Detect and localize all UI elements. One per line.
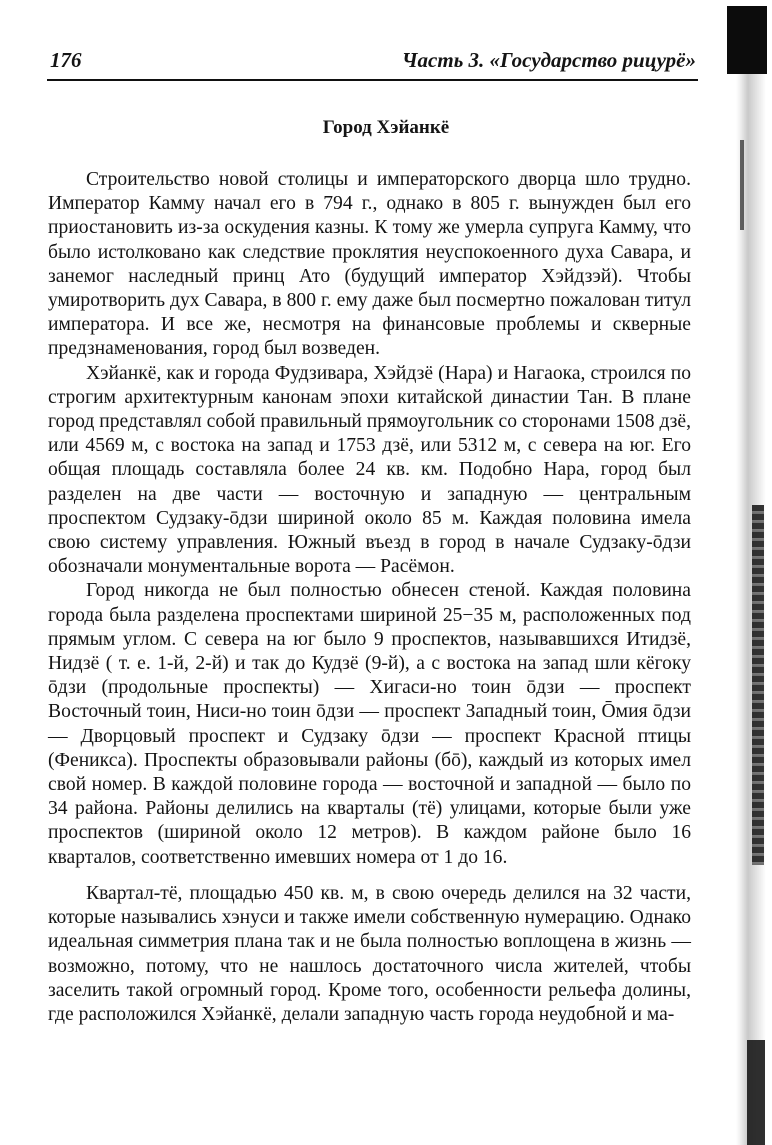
paragraph: Квартал-тё, площадью 450 кв. м, в свою очередь делился на 32 части, которые назывались хэнуси и также имели собственную нумерацию. Однако идеальная симметрия плана так и не была полностью воплощена в жизнь — возможно, потому, что не нашлось достаточного числа жителей, чтобы заселить такой огромный город. Кроме того, особенности рельефа долины, где расположился Хэйанкё, делали западную часть города неудобной и ма- [48,882,691,1025]
paragraph: Город никогда не был полностью обнесен стеной. Каждая половина города была разделена проспектами шириной 25−35 м, расположенных под прямым углом. С севера на юг было 9 проспектов, называвшихся Итидзё, Нидзё ( т. е. 1-й, 2-й) и так до Кудзё (9-й), а с востока на запад шли кёгоку ōдзи (продольные проспекты) — Хигаси-но тоин ōдзи — проспект Восточный тоин, Ниси-но тоин ōдзи — проспект Западный тоин, Ōмия ōдзи — Дворцовый проспект и Судзаку ōдзи — проспект Красной птицы (Феникса). Проспекты образовывали районы (бō), каждый из которых имел свой номер. В каждой половине города — восточной и западной — было по 34 района. Районы делились на кварталы (тё) улицами, которые были уже проспектов (шириной около 12 метров). В каждом районе было 16 кварталов, соответственно имевших номера от 1 до 16. [48,580,691,868]
scan-edge-mark [727,6,767,74]
scan-edge-mark [740,140,744,230]
paragraph: Хэйанкё, как и города Фудзивара, Хэйдзё (Нара) и Нагаока, строился по строгим архитектурным канонам эпохи китайской династии Тан. В плане город представлял собой правильный прямоугольник со сторонами 1508 дзё, или 4569 м, с востока на запад и 1753 дзё, или 5312 м, с севера на юг. Его общая площадь составляла более 24 кв. км. Подобно Нара, город был разделен на две части — восточную и западную — центральным проспектом Судзаку-ōдзи шириной около 85 м. Каждая половина имела свою систему управления. Южный въезд в город в начале Судзаку-ōдзи обозначали монументальные ворота — Расёмон. [48,362,691,578]
running-title: Часть 3. «Государство рицурё» [401,48,696,72]
scan-edge-mark [752,505,764,865]
scan-edge-mark [747,1040,765,1145]
section-title: Город Хэйанкё [322,117,450,138]
paragraph: Строительство новой столицы и императорского дворца шло трудно. Император Камму начал его в 794 г., однако в 805 г. вынужден был его приостановить из-за оскудения казны. К тому же умерла супруга Камму, что было истолковано как следствие проклятия неуспокоенного духа Савара, и занемог наследный принц Ато (будущий император Хэйдзэй). Чтобы умиротворить дух Савара, в 800 г. ему даже был посмертно пожалован титул императора. И все же, несмотря на финансовые проблемы и скверные предзнаменования, город был возведен. [48,169,691,360]
running-head [50,48,696,80]
page-number: 176 [50,48,82,72]
header-rule [47,79,698,81]
body-text [48,168,691,1027]
